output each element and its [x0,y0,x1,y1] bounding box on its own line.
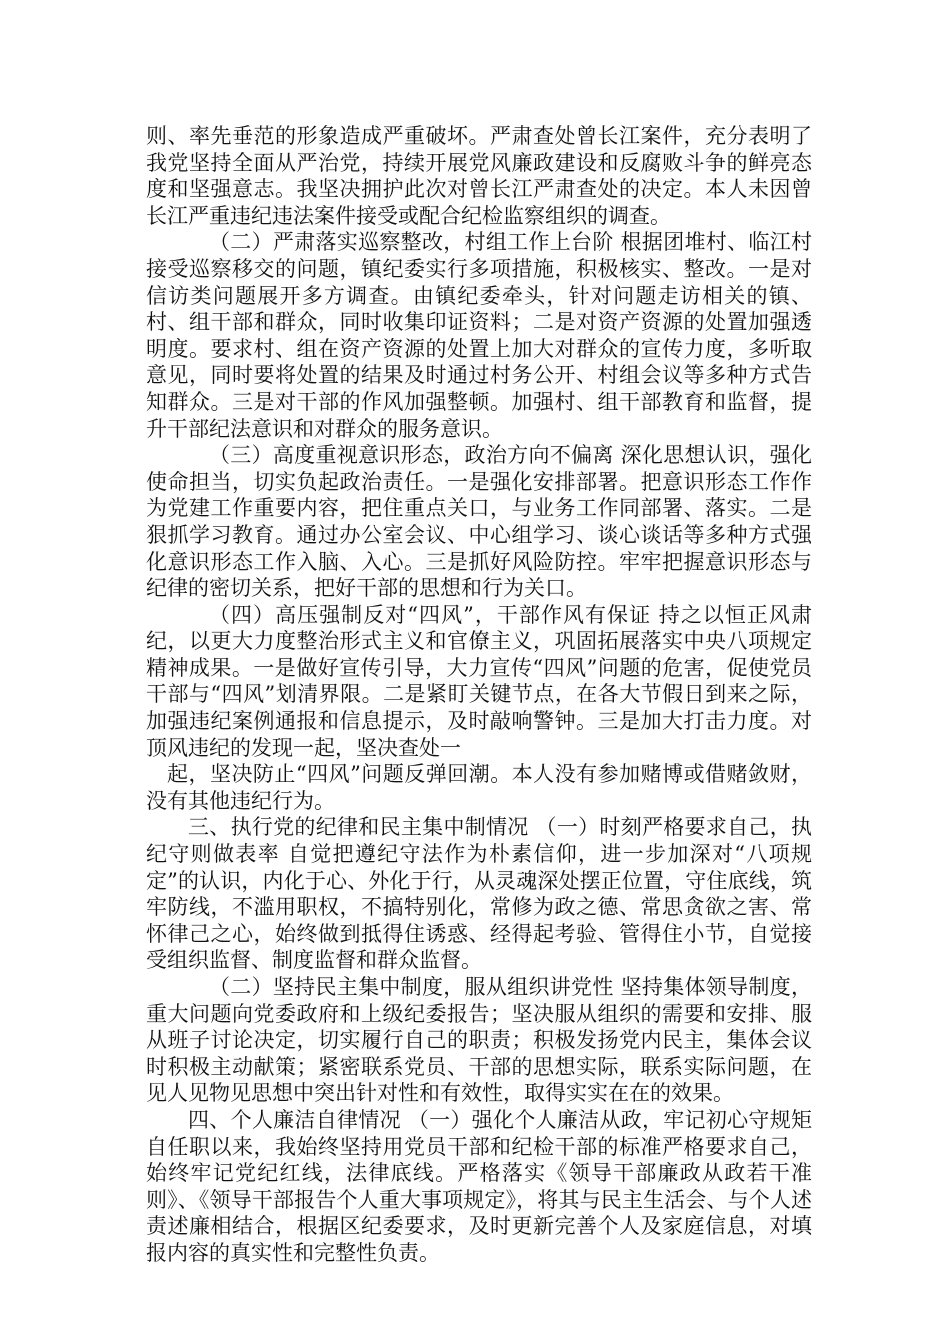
paragraph-continuation: 则、率先垂范的形象造成严重破坏。严肃查处曾长江案件，充分表明了我党坚持全面从严治党，持续开展党风廉政建设和反腐败斗争的鲜亮态度和坚强意志。我坚决拥护此次对曾长江严肃查处的决定。本人未因曾长江严重违纪违法案件接受或配合纪检监察组织的调查。 [146,124,812,228]
paragraph-section-2-4: （四）高压强制反对“四风”，干部作风有保证 持之以恒正风肃纪，以更大力度整治形式主义和官僚主义，巩固拓展落实中央八项规定精神成果。一是做好宣传引导，大力宣传“四风”问题的危害，促使党员干部与“四风”划清界限。二是紧盯关键节点，在各大节假日到来之际，加强违纪案例通报和信息提示，及时敲响警钟。三是加大打击力度。对顶风违纪的发现一起，坚决查处一 [146,602,812,760]
paragraph-section-4: 四、个人廉洁自律情况 （一）强化个人廉洁从政，牢记初心守规矩 自任职以来，我始终坚持用党员干部和纪检干部的标准严格要求自己，始终牢记党纪红线，法律底线。严格落实《领导干部廉政从政若干准则》、《领导干部报告个人重大事项规定》，将其与民主生活会、与个人述责述廉相结合，根据区纪委要求，及时更新完善个人及家庭信息，对填报内容的真实性和完整性负责。 [146,1107,812,1265]
paragraph-section-3-2: （二）坚持民主集中制度，服从组织讲党性 坚持集体领导制度，重大问题向党委政府和上级纪委报告；坚决服从组织的需要和安排、服从班子讨论决定，切实履行自己的职责；积极发扬党内民主，集体会议时积极主动献策；紧密联系党员、干部的思想实际，联系实际问题，在见人见物见思想中突出针对性和有效性，取得实实在在的效果。 [146,975,812,1106]
paragraph-section-2-2: （二）严肃落实巡察整改，村组工作上台阶 根据团堆村、临江村接受巡察移交的问题，镇纪委实行多项措施，积极核实、整改。一是对信访类问题展开多方调查。由镇纪委牵头，针对问题走访相关的镇、村、组干部和群众，同时收集印证资料；二是对资产资源的处置加强透明度。要求村、组在资产资源的处置上加大对群众的宣传力度，多听取意见，同时要将处置的结果及时通过村务公开、村组会议等多种方式告知群众。三是对干部的作风加强整顿。加强村、组干部教育和监督，提升干部纪法意识和对群众的服务意识。 [146,230,812,441]
document-body [146,123,812,1267]
paragraph-section-2-3: （三）高度重视意识形态，政治方向不偏离 深化思想认识，强化使命担当，切实负起政治责任。一是强化安排部署。把意识形态工作作为党建工作重要内容，把住重点关口，与业务工作同部署、落实。二是狠抓学习教育。通过办公室会议、中心组学习、谈心谈话等多种方式强化意识形态工作入脑、入心。三是抓好风险防控。牢牢把握意识形态与纪律的密切关系，把好干部的思想和行为关口。 [146,443,812,601]
paragraph-section-2-4-continued: 起，坚决防止“四风”问题反弹回潮。本人没有参加赌博或借赌敛财，没有其他违纪行为。 [146,762,812,813]
paragraph-section-3: 三、执行党的纪律和民主集中制情况 （一）时刻严格要求自己，执纪守则做表率 自觉把遵纪守法作为朴素信仰，进一步加深对“八项规定”的认识，内化于心、外化于行，从灵魂深处摆正位置，守住底线，筑牢防线，不滥用职权，不搞特别化，常修为政之德、常思贪欲之害、常怀律己之心，始终做到抵得住诱惑、经得起考验、管得住小节，自觉接受组织监督、制度监督和群众监督。 [146,815,812,973]
